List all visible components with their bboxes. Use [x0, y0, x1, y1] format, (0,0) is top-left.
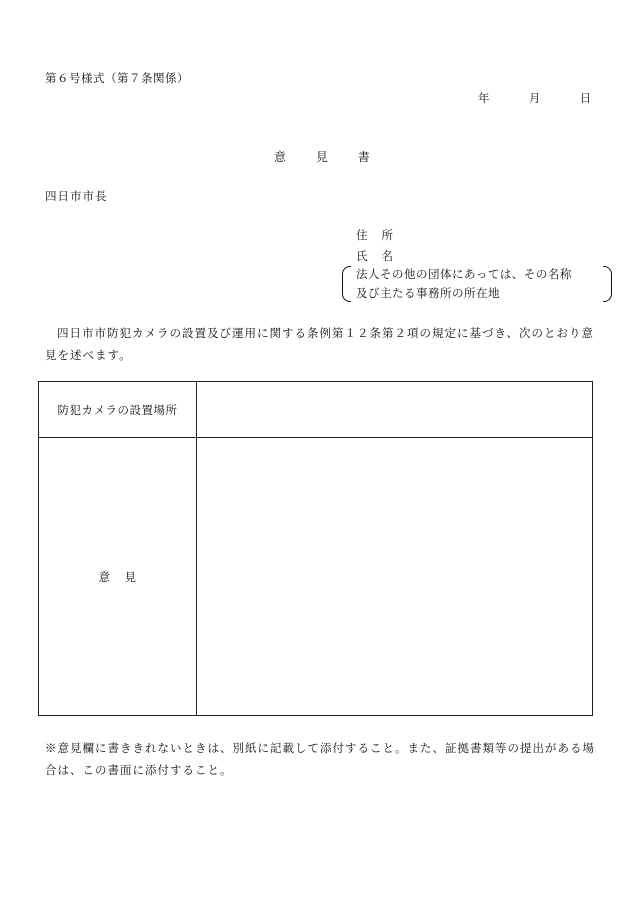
addressee: 四日市市長: [45, 189, 108, 203]
address-label: [356, 227, 393, 243]
location-label: 防犯カメラの設置場所: [39, 382, 197, 438]
form-number: 第６号様式（第７条関係）: [45, 71, 189, 85]
bracket-left: [342, 266, 351, 302]
table-row: [39, 438, 593, 716]
date-day-label: 日: [579, 91, 592, 105]
opinion-label-char: 意: [98, 569, 111, 584]
opinion-label-char: 見: [124, 569, 137, 584]
title-char: 見: [315, 150, 328, 164]
date-year-label: 年: [478, 91, 490, 105]
footnote: ※意見欄に書ききれないときは、別紙に記載して添付すること。また、証拠書類等の提出がある場合は、この書面に添付すること。: [45, 741, 595, 777]
opinion-label: [39, 438, 197, 716]
corporate-note-line: 及び主たる事務所の所在地: [356, 286, 500, 300]
opinion-field[interactable]: [197, 438, 593, 716]
date-line: [478, 90, 591, 106]
corporate-note: [342, 264, 612, 302]
statement-paragraph: 四日市市防犯カメラの設置及び運用に関する条例第１２条第２項の規定に基づき、次のとおり意見を述べます。: [45, 326, 595, 362]
address-label-char: 住: [356, 228, 368, 242]
date-month-label: 月: [528, 91, 541, 105]
address-label-char: 所: [381, 228, 393, 242]
bracket-right: [603, 266, 612, 302]
name-label-char: 名: [381, 249, 393, 263]
title-char: 書: [357, 150, 370, 164]
name-label-char: 氏: [356, 249, 368, 263]
name-label: [356, 248, 393, 264]
page-title: [274, 148, 370, 165]
title-char: 意: [274, 150, 287, 164]
location-field[interactable]: [197, 382, 593, 438]
opinion-table: [38, 381, 593, 716]
corporate-note-line: 法人その他の団体にあっては、その名称: [356, 267, 572, 281]
table-row: [39, 382, 593, 438]
